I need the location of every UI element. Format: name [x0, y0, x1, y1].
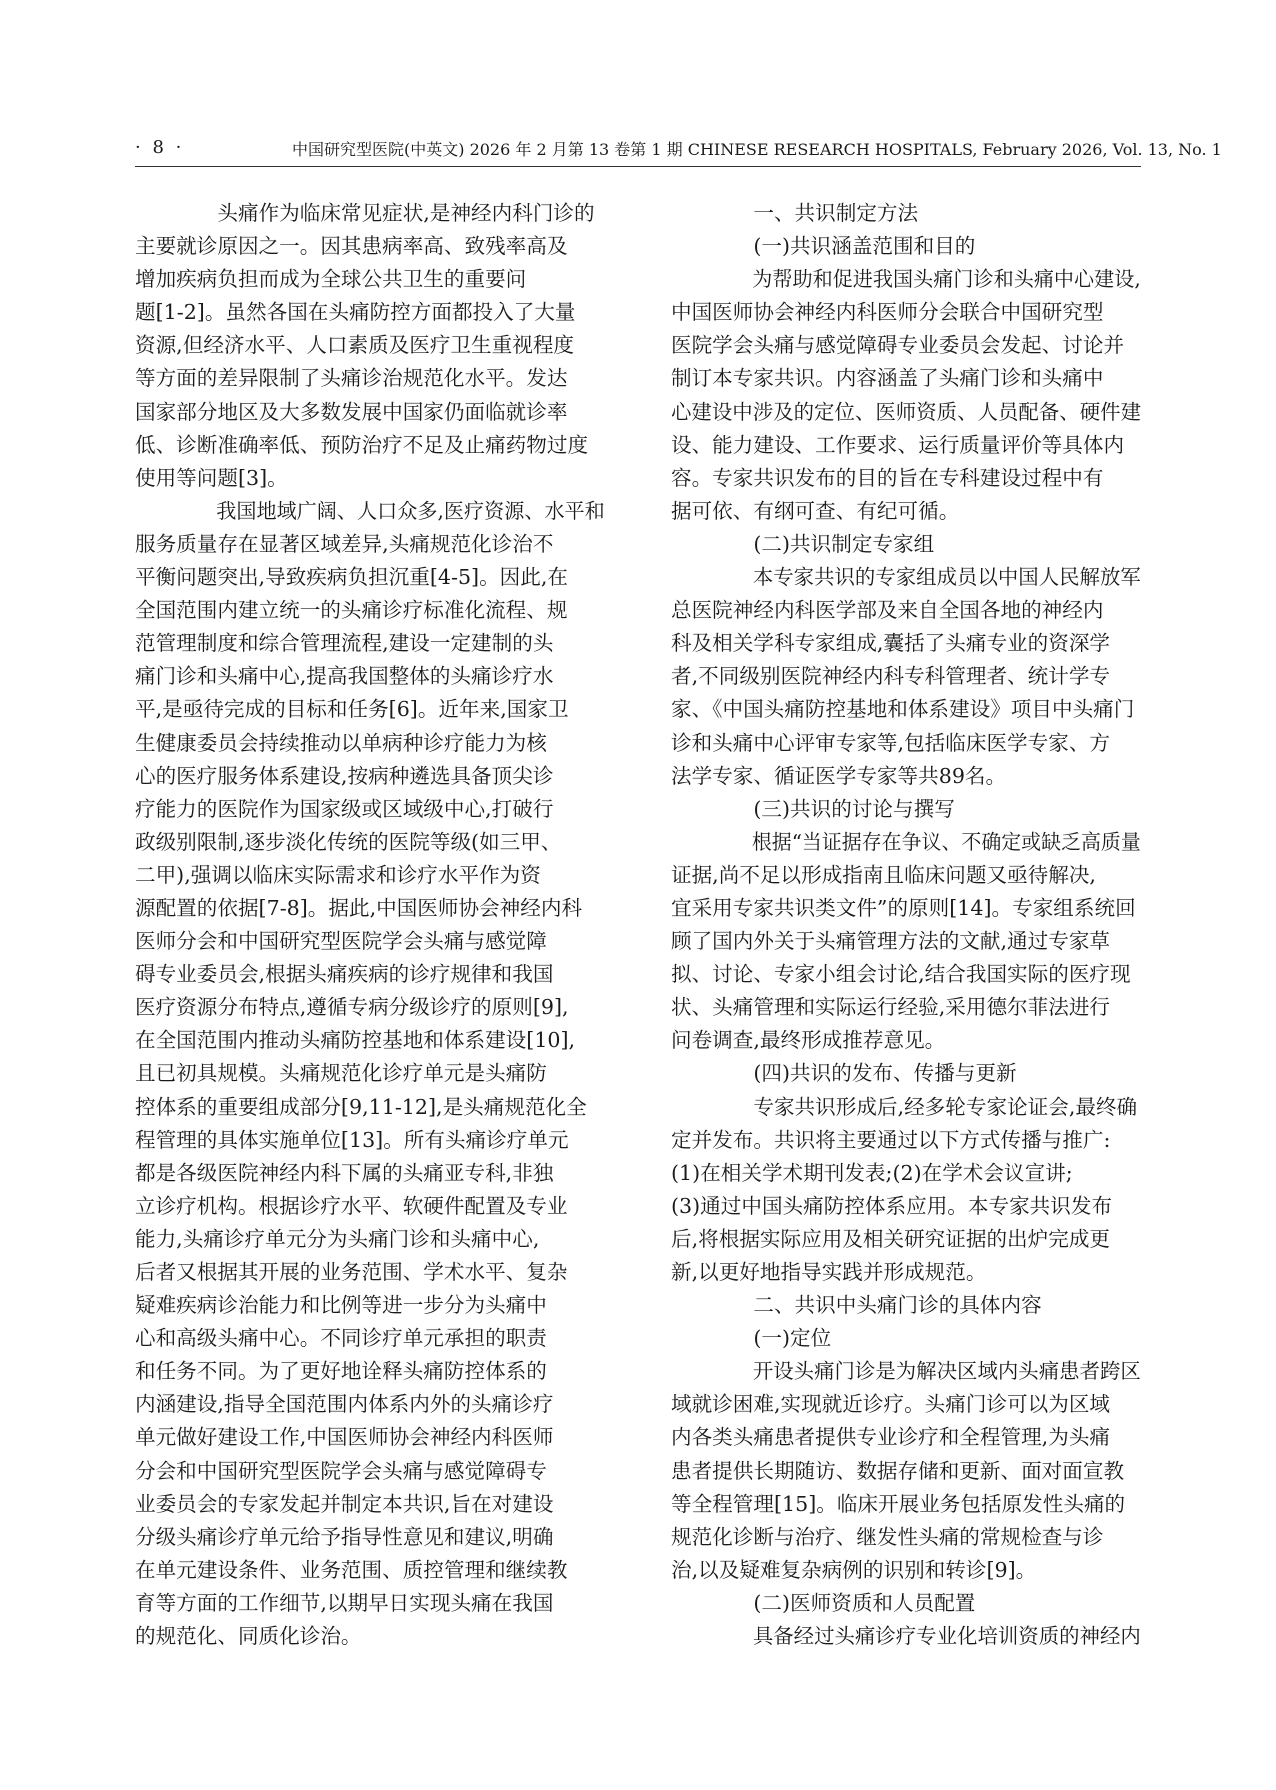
- text-line-content: 且已初具规模。头痛规范化诊疗单元是头痛防: [135, 1061, 547, 1086]
- text-line-content: 生健康委员会持续推动以单病种诊疗能力为核: [135, 730, 547, 755]
- text-line-content: 使用等问题[3]。: [135, 465, 288, 490]
- text-line: [671, 362, 1141, 395]
- text-line-content: 专家共识形成后,经多轮专家论证会,最终确: [753, 1094, 1138, 1119]
- text-line-content: 医师分会和中国研究型医院学会头痛与感觉障: [135, 929, 547, 954]
- text-line: [671, 958, 1141, 991]
- text-line-content: 规范化诊断与治疗、继发性头痛的常规检查与诊: [671, 1524, 1104, 1549]
- text-line-content: (一)定位: [753, 1326, 832, 1351]
- text-line-content: 在单元建设条件、业务范围、质控管理和继续教: [135, 1557, 568, 1582]
- text-line: [135, 1388, 605, 1421]
- text-line-content: 育等方面的工作细节,以期早日实现头痛在我国: [135, 1590, 554, 1615]
- text-line-content: 控体系的重要组成部分[9,11-12],是头痛规范化全: [135, 1094, 587, 1119]
- text-line: [135, 991, 605, 1024]
- text-line-content: 等方面的差异限制了头痛诊治规范化水平。发达: [135, 366, 568, 391]
- text-line: [671, 1388, 1141, 1421]
- text-line-content: 为帮助和促进我国头痛门诊和头痛中心建设,: [752, 267, 1141, 292]
- text-line: [671, 396, 1141, 429]
- text-line-content: 域就诊困难,实现就近诊疗。头痛门诊可以为区域: [671, 1392, 1111, 1417]
- text-line: [135, 362, 605, 395]
- text-line: [135, 528, 605, 561]
- text-line: [671, 561, 1141, 594]
- text-line: [135, 859, 605, 892]
- text-line: [135, 1587, 605, 1620]
- text-line-content: 拟、讨论、专家小组会讨论,结合我国实际的医疗现: [671, 962, 1131, 987]
- text-line: [671, 1124, 1141, 1157]
- text-line-content: 源配置的依据[7-8]。据此,中国医师协会神经内科: [135, 895, 583, 920]
- text-line-content: 全国范围内建立统一的头痛诊疗标准化流程、规: [135, 598, 568, 623]
- left-column: [135, 197, 605, 1653]
- text-line: [671, 1521, 1141, 1554]
- text-line: [135, 1024, 605, 1057]
- text-line-content: 科及相关学科专家组成,囊括了头痛专业的资深学: [671, 631, 1111, 656]
- text-line-content: 能力,头痛诊疗单元分为头痛门诊和头痛中心,: [135, 1226, 540, 1251]
- text-line-content: 定并发布。共识将主要通过以下方式传播与推广:: [671, 1127, 1111, 1152]
- text-line: [135, 1223, 605, 1256]
- text-line-content: 内涵建设,指导全国范围内体系内外的头痛诊疗: [135, 1392, 554, 1417]
- text-line: [671, 329, 1141, 362]
- text-line: [135, 495, 605, 528]
- text-line: [671, 1554, 1141, 1587]
- text-line-content: 分级头痛诊疗单元给予指导性意见和建议,明确: [135, 1524, 554, 1549]
- text-line-content: 医院学会头痛与感觉障碍专业委员会发起、讨论并: [671, 333, 1125, 358]
- text-line: [671, 1587, 1141, 1620]
- text-line: [671, 263, 1141, 296]
- text-line-content: 家、《中国头痛防控基地和体系建设》项目中头痛门: [671, 697, 1135, 722]
- text-line: [135, 197, 605, 230]
- text-line-content: 心建设中涉及的定位、医师资质、人员配备、硬件建: [671, 399, 1141, 424]
- text-line-content: 平衡问题突出,导致疾病负担沉重[4-5]。因此,在: [135, 565, 569, 590]
- text-line: [671, 296, 1141, 329]
- text-line-content: 问卷调查,最终形成推荐意见。: [671, 1028, 946, 1053]
- text-line-content: 后,将根据实际应用及相关研究证据的出炉完成更: [671, 1226, 1111, 1251]
- text-line-content: 新,以更好地指导实践并形成规范。: [671, 1260, 987, 1284]
- text-line: [135, 1620, 605, 1653]
- text-line-content: 本专家共识的专家组成员以中国人民解放军: [753, 565, 1141, 590]
- text-line: [671, 1091, 1141, 1124]
- text-line: [135, 1355, 605, 1388]
- text-line-content: 中国医师协会神经内科医师分会联合中国研究型: [671, 300, 1104, 325]
- text-line: [135, 925, 605, 958]
- text-line-content: 一、共识制定方法: [753, 201, 919, 225]
- text-line: [671, 528, 1141, 561]
- text-line-content: 状、头痛管理和实际运行经验,采用德尔菲法进行: [671, 995, 1111, 1020]
- text-line-content: 法学专家、循证医学专家等共89名。: [671, 763, 1007, 788]
- text-line: [135, 429, 605, 462]
- text-line-content: 在全国范围内推动头痛防控基地和体系建设[10],: [135, 1028, 576, 1053]
- text-line: [135, 958, 605, 991]
- text-line-content: 题[1-2]。虽然各国在头痛防控方面都投入了大量: [135, 300, 576, 325]
- text-line-content: 开设头痛门诊是为解决区域内头痛患者跨区: [753, 1359, 1141, 1384]
- text-line: [135, 230, 605, 263]
- text-line-content: 程管理的具体实施单位[13]。所有头痛诊疗单元: [135, 1127, 569, 1152]
- text-line: [135, 594, 605, 627]
- text-line-content: 的规范化、同质化诊治。: [135, 1624, 362, 1649]
- text-line: [135, 1289, 605, 1322]
- text-line-content: 制订本专家共识。内容涵盖了头痛门诊和头痛中: [671, 366, 1104, 391]
- text-line: [671, 1190, 1141, 1223]
- text-line: [671, 1322, 1141, 1355]
- text-line: [135, 1421, 605, 1454]
- text-line: [671, 1421, 1141, 1454]
- text-line: [135, 1521, 605, 1554]
- text-line-content: 具备经过头痛诊疗专业化培训资质的神经内: [753, 1624, 1141, 1649]
- text-line: [671, 627, 1141, 660]
- text-line: [671, 495, 1141, 528]
- text-line-content: 二、共识中头痛门诊的具体内容: [753, 1293, 1042, 1318]
- text-line: [671, 760, 1141, 793]
- text-line-content: 设、能力建设、工作要求、运行质量评价等具体内: [671, 432, 1125, 457]
- text-line-content: (二)医师资质和人员配置: [753, 1590, 976, 1615]
- text-line-content: 顾了国内外关于头痛管理方法的文献,通过专家草: [671, 929, 1111, 954]
- text-line: [671, 727, 1141, 760]
- text-line: [135, 396, 605, 429]
- text-line-content: (3)通过中国头痛防控体系应用。本专家共识发布: [671, 1193, 1113, 1218]
- text-line-content: 单元做好建设工作,中国医师协会神经内科医师: [135, 1425, 554, 1450]
- text-line-content: 都是各级医院神经内科下属的头痛亚专科,非独: [135, 1160, 554, 1185]
- text-line-content: 证据,尚不足以形成指南且临床问题又亟待解决,: [671, 862, 1096, 887]
- text-line-content: 医疗资源分布特点,遵循专病分级诊疗的原则[9],: [135, 995, 569, 1020]
- text-line: [671, 826, 1141, 859]
- text-line: [135, 1124, 605, 1157]
- header-rule: [135, 166, 1141, 167]
- text-line: [671, 693, 1141, 726]
- text-line: [671, 462, 1141, 495]
- text-line-content: 宜采用专家共识类文件”的原则[14]。专家组系统回: [671, 895, 1136, 920]
- text-line-content: 增加疾病负担而成为全球公共卫生的重要问: [135, 267, 527, 292]
- text-line: [671, 594, 1141, 627]
- text-line-content: 资源,但经济水平、人口素质及医疗卫生重视程度: [135, 333, 575, 358]
- text-line-content: 后者又根据其开展的业务范围、学术水平、复杂: [135, 1260, 568, 1284]
- text-line: [135, 1256, 605, 1289]
- text-line-content: 碍专业委员会,根据头痛疾病的诊疗规律和我国: [135, 962, 554, 987]
- text-line: [135, 1057, 605, 1090]
- text-line-content: 心和高级头痛中心。不同诊疗单元承担的职责: [135, 1326, 547, 1351]
- text-line: [135, 462, 605, 495]
- text-line: [135, 693, 605, 726]
- text-line-content: 容。专家共识发布的目的旨在专科建设过程中有: [671, 465, 1104, 490]
- text-line: [671, 1355, 1141, 1388]
- text-line-content: 内各类头痛患者提供专业诊疗和全程管理,为头痛: [671, 1425, 1111, 1450]
- text-line-content: 二甲),强调以临床实际需求和诊疗水平作为资: [135, 862, 541, 887]
- text-line-content: 国家部分地区及大多数发展中国家仍面临就诊率: [135, 399, 568, 424]
- text-line-content: (一)共识涵盖范围和目的: [753, 234, 976, 259]
- text-line-content: 心的医疗服务体系建设,按病种遴选具备顶尖诊: [135, 763, 554, 788]
- right-column: [671, 197, 1141, 1653]
- text-line: [671, 1024, 1141, 1057]
- text-line-content: 疗能力的医院作为国家级或区域级中心,打破行: [135, 796, 554, 821]
- text-line: [135, 1455, 605, 1488]
- text-line-content: 诊和头痛中心评审专家等,包括临床医学专家、方: [671, 730, 1111, 755]
- text-line: [135, 1322, 605, 1355]
- text-line-content: (四)共识的发布、传播与更新: [753, 1061, 1017, 1086]
- text-line: [135, 627, 605, 660]
- text-line-content: 服务质量存在显著区域差异,头痛规范化诊治不: [135, 531, 554, 556]
- text-line: [135, 727, 605, 760]
- text-line-content: 立诊疗机构。根据诊疗水平、软硬件配置及专业: [135, 1193, 568, 1218]
- text-line: [135, 296, 605, 329]
- text-line-content: (三)共识的讨论与撰写: [753, 796, 955, 821]
- text-line-content: 分会和中国研究型医院学会头痛与感觉障碍专: [135, 1458, 547, 1483]
- text-line-content: 者,不同级别医院神经内科专科管理者、统计学专: [671, 664, 1111, 689]
- text-line-content: 头痛作为临床常见症状,是神经内科门诊的: [217, 201, 595, 225]
- text-line: [135, 263, 605, 296]
- text-line-content: 患者提供长期随访、数据存储和更新、面对面宣教: [671, 1458, 1125, 1483]
- text-line: [671, 197, 1141, 230]
- text-line-content: 我国地域广阔、人口众多,医疗资源、水平和: [216, 498, 605, 523]
- text-line: [671, 1223, 1141, 1256]
- text-line-content: 主要就诊原因之一。因其患病率高、致残率高及: [135, 234, 568, 259]
- text-line: [671, 230, 1141, 263]
- text-line: [671, 429, 1141, 462]
- text-line: [135, 1190, 605, 1223]
- text-line: [671, 1620, 1141, 1653]
- text-line-content: 政级别限制,逐步淡化传统的医院等级(如三甲、: [135, 829, 562, 854]
- text-line: [135, 660, 605, 693]
- text-line: [135, 329, 605, 362]
- text-line: [135, 760, 605, 793]
- text-line-content: 范管理制度和综合管理流程,建设一定建制的头: [135, 631, 554, 656]
- text-line: [135, 826, 605, 859]
- text-line: [135, 1157, 605, 1190]
- text-line: [671, 1488, 1141, 1521]
- text-line-content: 业委员会的专家发起并制定本共识,旨在对建设: [135, 1491, 554, 1516]
- text-line-content: 痛门诊和头痛中心,提高我国整体的头痛诊疗水: [135, 664, 554, 689]
- text-line-content: 等全程管理[15]。临床开展业务包括原发性头痛的: [671, 1491, 1126, 1516]
- running-title: 中国研究型医院(中英文) 2026 年 2 月第 13 卷第 1 期 CHINESE RESEARCH HOSPITALS, February 2026, Vol. 13, No. 1: [292, 140, 1222, 159]
- text-line: [135, 892, 605, 925]
- text-line-content: 低、诊断准确率低、预防治疗不足及止痛药物过度: [135, 432, 589, 457]
- page-number: · 8 ·: [135, 137, 185, 158]
- text-line: [135, 1488, 605, 1521]
- text-line: [135, 1091, 605, 1124]
- text-line-content: 根据“当证据存在争议、不确定或缺乏高质量: [752, 829, 1141, 854]
- text-line: [671, 991, 1141, 1024]
- text-line: [671, 793, 1141, 826]
- text-line-content: 疑难疾病诊治能力和比例等进一步分为头痛中: [135, 1293, 547, 1318]
- text-line: [671, 1057, 1141, 1090]
- text-line-content: (1)在相关学术期刊发表;(2)在学术会议宣讲;: [671, 1160, 1073, 1185]
- text-line-content: (二)共识制定专家组: [753, 531, 935, 556]
- text-line-content: 治,以及疑难复杂病例的识别和转诊[9]。: [671, 1557, 1037, 1582]
- text-line: [671, 1455, 1141, 1488]
- text-line: [135, 1554, 605, 1587]
- text-line: [671, 660, 1141, 693]
- text-line-content: 和任务不同。为了更好地诠释头痛防控体系的: [135, 1359, 547, 1384]
- text-line: [671, 859, 1141, 892]
- text-line-content: 总医院神经内科医学部及来自全国各地的神经内: [671, 598, 1104, 623]
- text-line: [671, 1157, 1141, 1190]
- text-line: [135, 793, 605, 826]
- text-line-content: 平,是亟待完成的目标和任务[6]。近年来,国家卫: [135, 697, 569, 722]
- text-line: [671, 1256, 1141, 1289]
- text-line: [671, 1289, 1141, 1322]
- text-line: [671, 925, 1141, 958]
- text-line: [135, 561, 605, 594]
- page-header: [0, 0, 1276, 170]
- text-line-content: 据可依、有纲可查、有纪可循。: [671, 498, 960, 523]
- text-line: [671, 892, 1141, 925]
